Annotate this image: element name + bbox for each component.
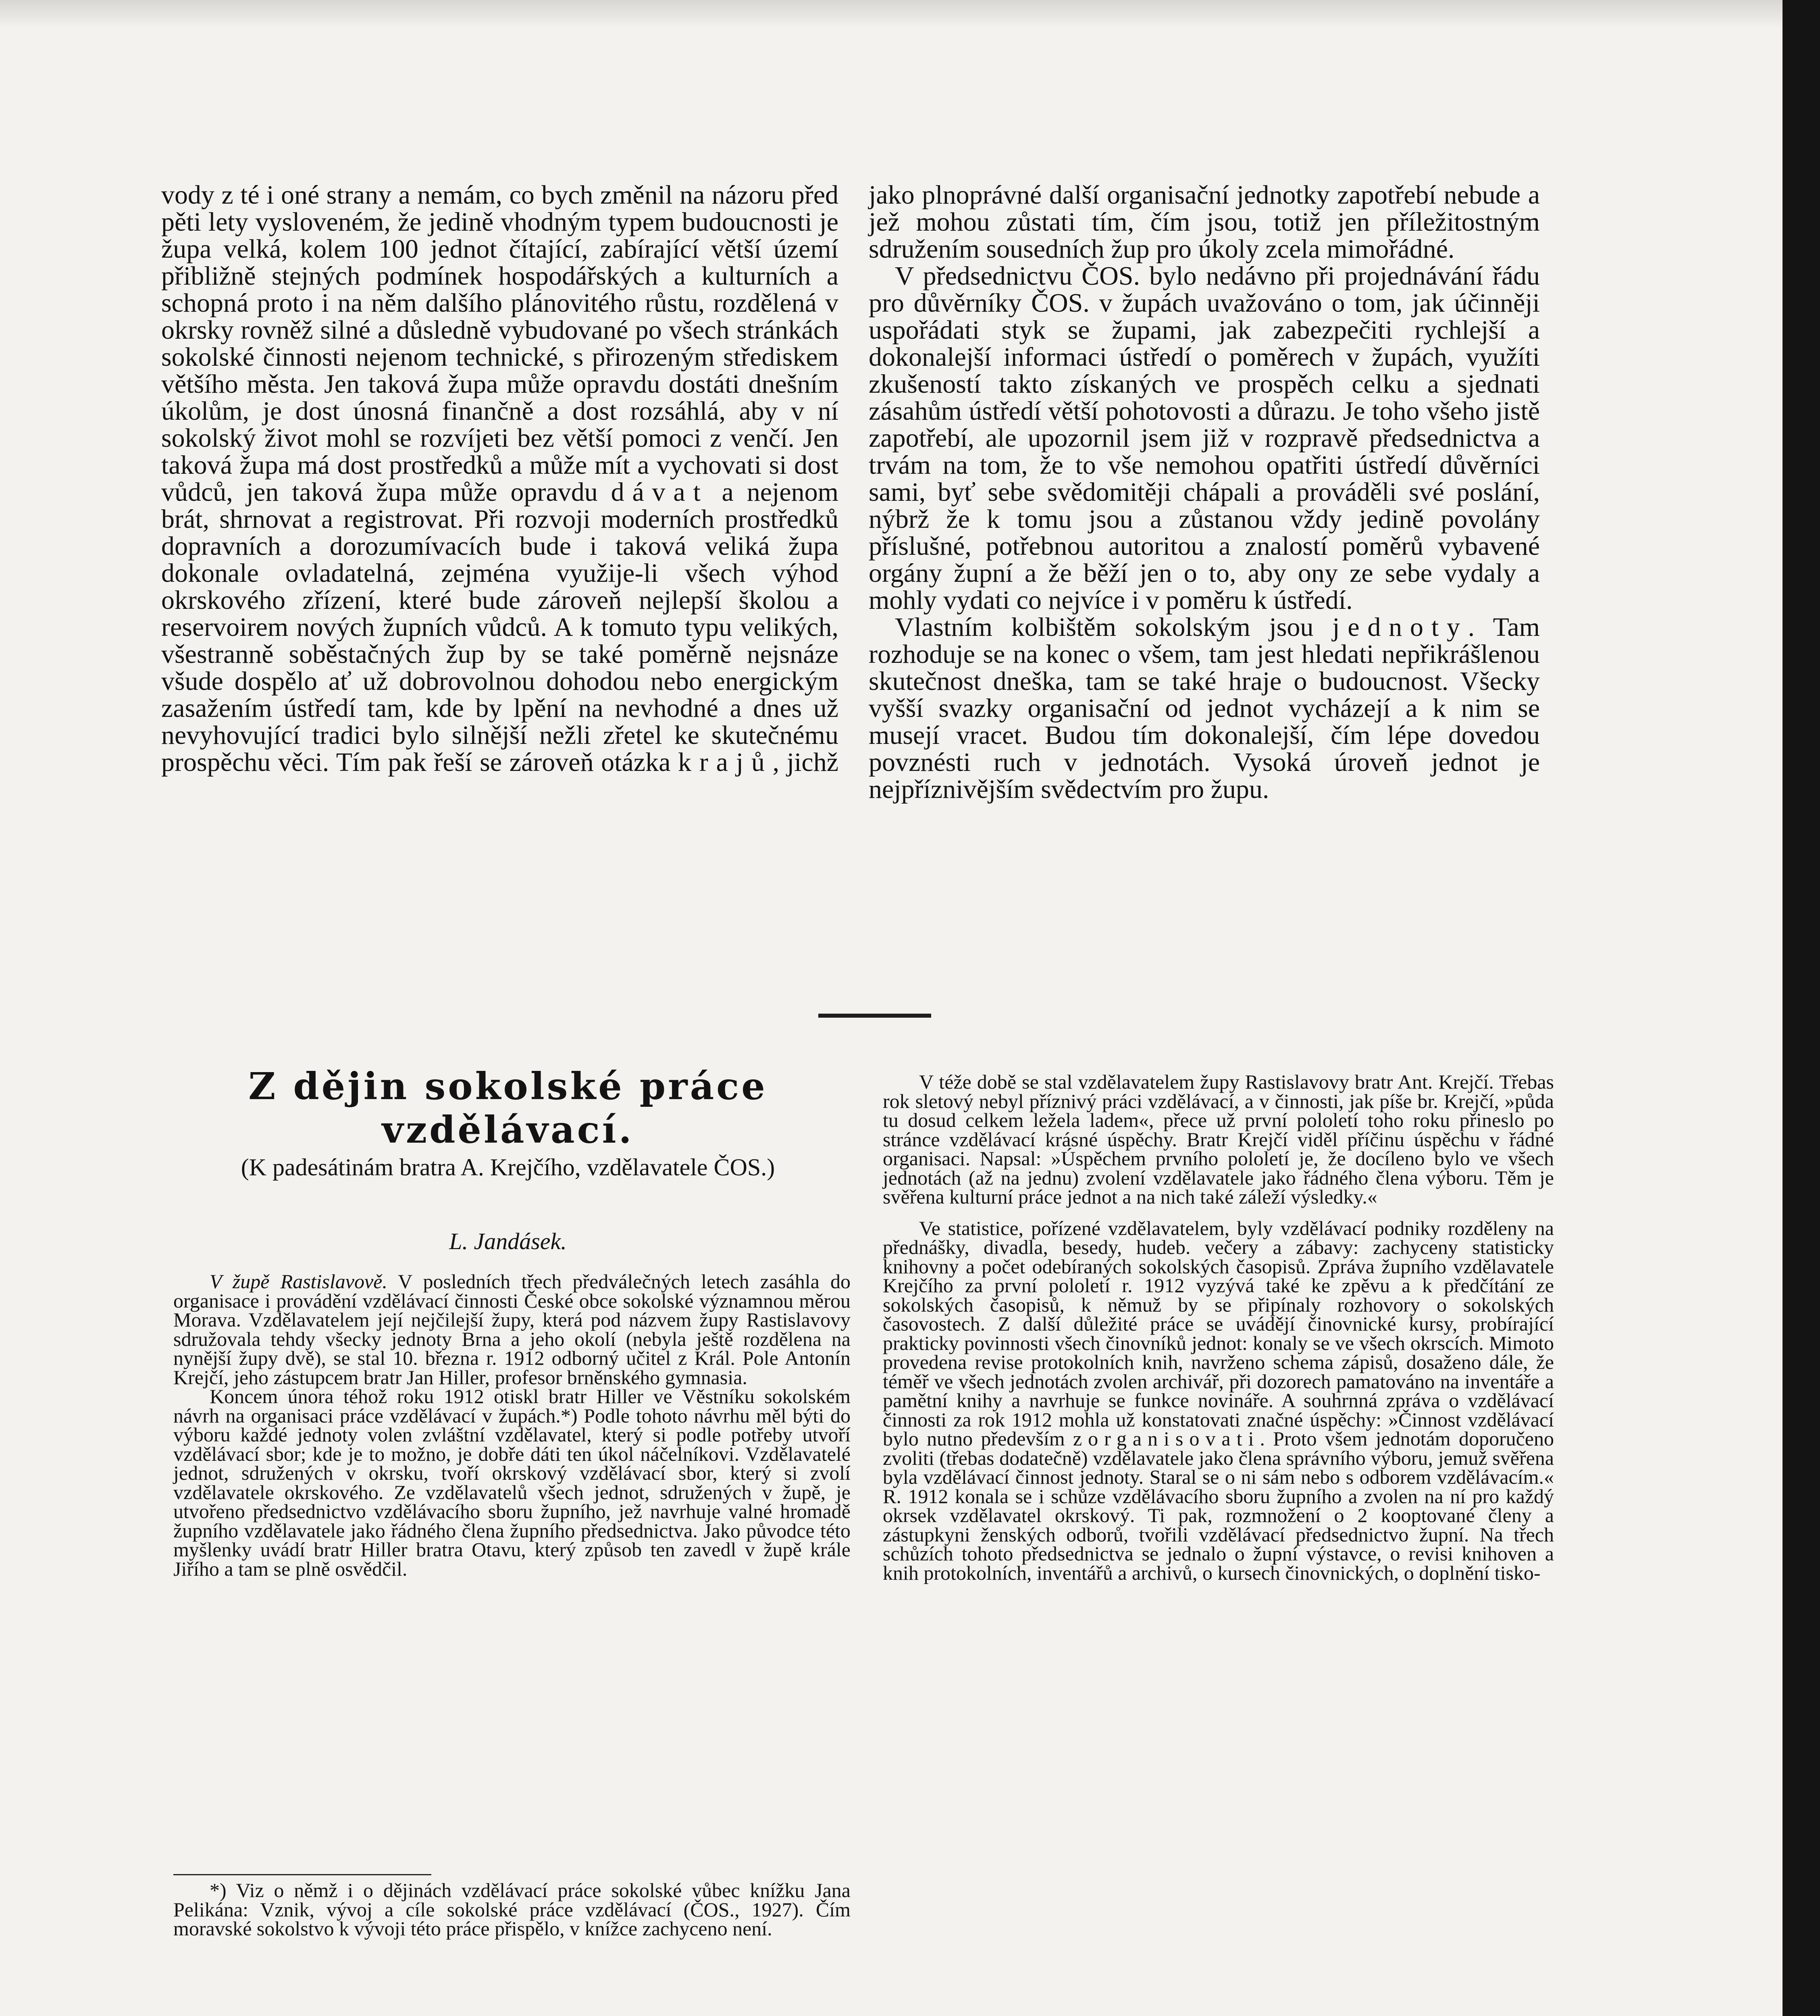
top-right-paragraph-1: jako plnoprávné další organisační jednotky zapotřebí nebude a jež mohou zůstati tím, čím jsou, totiž jen příležitostným sdružením sousedních žup pro úkoly zcela mimořádné. (869, 180, 1540, 264)
section-divider (818, 1014, 931, 1018)
article-paragraph-3: V téže době se stal vzdělavatelem župy Rastislavovy bratr Ant. Krejčí. Třebas rok sletový nebyl příznivý práci vzdělávací, a v činnosti, jak píše br. Krejčí, »půda tu dosud celkem ležela ladem«, přece už první pololetí toho roku přineslo po stránce vzdělávací krásné úspěchy. Bratr Krejčí viděl příčinu úspěchu v řádné organisaci. Napsal: »Úspěchem prvního pololetí je, že docíleno bylo ve všech jednotách (až na jednu) zvolení vzdělavatele jako řádného člena výboru. Těm je svěřena kulturní práce jednot a na nich také záleží výsledky.« (883, 1070, 1554, 1208)
text-run: vody z té i oné strany a nemám, co bych změnil na názoru před pěti lety vysloveném, že jedině vhodným typem budoucnosti je župa velká, kolem 100 jednot čítající, zabírající větší území přibližně stejných podmínek hospodářských a kulturních a schopná proto i na něm dalšího plánovitého růstu, rozdělená v okrsky rovněž silné a důsledně vybudované po všech stránkách sokolské činnosti nejenom technické, s přirozeným střediskem většího města. Jen taková župa může opravdu dostáti dnešním úkolům, je dost únosná finančně a dost rozsáhlá, aby v ní sokolský život mohl se rozvíjeti bez větší pomoci z venčí. Jen taková župa má dost prostředků a může mít a vychovati si dost vůdců, jen taková župa může opravdu (161, 180, 838, 507)
article-title: Z dějin sokolské práce vzdělávací. (248, 1064, 768, 1152)
top-left-paragraph (161, 181, 838, 776)
text-run: Vlastním kolbištěm sokolským jsou (895, 612, 1314, 642)
footnote: *) Viz o němž i o dějinách vzdělávací práce sokolské vůbec knížku Jana Pelikána: Vznik, vývoj a cíle sokolské práce vzdělávací (ČOS., 1927). Čím moravské sokolstvo k vývoji této práce přispělo, v knížce zachyceno není. (173, 1879, 851, 1940)
article-subtitle: (K padesátinám bratra A. Krejčího, vzdělavatele ČOS.) (241, 1154, 775, 1181)
text-run: Ve statistice, pořízené vzdělavatelem, byly vzdělávací podniky rozděleny na přednášky, divadla, besedy, hudeb. večery a zábavy: zachyceny statisticky knihovny a počet odebíraných sokolských časopisů. Zpráva župního vzdělavatele Krejčího za první pololetí r. 1912 vyzývá také ke zpěvu a k předčítání ze sokolských časopisů, k němuž by se připínaly rozhovory o sokolských časovostech. Z další důležité práce se uvádějí činovnické kursy, probírající prakticky povinnosti všech činovníků jednot: konaly se ve všech okrscích. Mimoto provedena revise protokolních knih, navrženo schema zápisů, dosaženo dále, že téměř ve všech jednotách zvolen archivář, při dozorech pamatováno na inventáře a pamětní knihy a navrhuje se funkce novináře. A souhrnná zpráva o vzdělávací činnosti za rok 1912 mohla už konstatovati značné úspěchy: »Činnost vzdělávací bylo nutno především (883, 1216, 1554, 1450)
article-left-column (173, 1272, 851, 1579)
section-lead-italic: V župě Rastislavově. (210, 1270, 387, 1293)
article-author: L. Jandásek. (449, 1228, 567, 1254)
footnote-rule (173, 1874, 431, 1875)
article-paragraph-4 (883, 1216, 1554, 1584)
top-right-paragraph-2: V předsednictvu ČOS. bylo nedávno při projednávání řádu pro důvěrníky ČOS. v župách uvažováno o tom, jak účinněji uspořádati styk se župami, jak zabezpečiti rychlejší a dokonalejší informaci ústředí o poměrech v župách, využíti zkušeností takto získaných ve prospěch celku a sjednati zásahům ústředí větší pohotovosti a důrazu. Je toho všeho jistě zapotřebí, ale upozornil jsem již v rozpravě předsednictva a trvám na tom, že to vše nemohou opatřiti ústředí důvěrníci sami, byť sebe svědomitěji chápali a prováděli své poslání, nýbrž že k tomu jsou a zůstanou vždy jedině povolány příslušné, potřebnou autoritou a znalostí poměrů vybavené orgány župní a že běží jen o to, aby ony ze sebe vydaly a mohly vydati co nejvíce i v poměru k ústředí. (869, 261, 1540, 615)
spaced-emphasis: dávat (611, 477, 709, 507)
spaced-emphasis: jednoty (1332, 612, 1468, 642)
top-right-paragraph-3 (869, 614, 1540, 803)
text-run: . Tam rozhoduje se na konec o všem, tam jest hledati nepřikrášlenou skutečnost dneška, tam se také hraje o budoucnost. Všecky vyšší svazky organisační od jednot vycházejí a k nim se musejí vracet. Budou tím dokonalejší, čím lépe dovedou povznésti ruch v jednotách. Vysoká úroveň jednot je nejpříznivějším svědectvím pro župu. (869, 612, 1540, 804)
article-paragraph-2: Koncem února téhož roku 1912 otiskl bratr Hiller ve Věstníku sokolském návrh na organisaci práce vzdělávací v župách.*) Podle tohoto návrhu měl býti do výboru každé jednoty volen zvláštní vzdělavatel, který si podle potřeby utvoří vzdělávací sbor; kde je to možno, je dobře dáti ten úkol náčelníkovi. Vzdělavatelé jednot, sdružených v okrsku, tvoří okrskový vzdělávací sbor, který si zvolí vzdělavatele okrskového. Ze vzdělavatelů všech jednot, sdružených v župě, je utvořeno předsednictvo vzdělávacího sboru župního, jež navrhuje valné hromadě župního vzdělavatele jako řádného člena župního předsednictva. Jako původce této myšlenky uvádí bratr Hiller bratra Otavu, který způsob ten zavedl v župě krále Jiřího a tam se plně osvědčil. (173, 1385, 851, 1580)
article-right-column (883, 1070, 1554, 1584)
top-right-column (869, 181, 1540, 803)
spaced-emphasis: krajů (678, 748, 773, 777)
scan-top-shadow (0, 0, 1783, 28)
text-run: V posledních třech předválečných letech zasáhla do organisace i provádění vzdělávací činnosti České obce sokolské významnou měrou Morava. Vzdělavatelem její nejčilejší župy, která pod názvem župy Rastislavovy sdružovala tehdy všecky jednoty Brna a jeho okolí (nebyla ještě rozdělena na nynější župy dvě), se stal 10. března r. 1912 odborný učitel z Král. Pole Antonín Krejčí, jeho zástupcem bratr Jan Hiller, profesor brněnského gymnasia. (173, 1270, 851, 1389)
top-left-column (161, 181, 838, 776)
text-run: , jichž (772, 748, 839, 777)
text-run: a nejenom brát, shrnovat a registrovat. Při rozvoji moderních prostředků dopravních a dorozumívacích bude i taková veliká župa dokonale ovladatelná, zejména využije-li všech výhod okrskového zřízení, které bude zároveň nejlepší školou a reservoirem nových župních vůdců. A k tomuto typu velikých, všestranně soběstačných žup by se také poměrně nejsnáze všude dospělo ať už dobrovolnou dohodou nebo energickým zasažením ústředí tam, kde by lpění na nevhodné a dnes už nevyhovující tradici bylo silnější nežli zřetel ke skutečnému prospěchu věci. Tím pak řeší se zároveň otázka (161, 477, 838, 777)
text-run: . Proto všem jednotám doporučeno zvoliti (třebas dodatečně) vzdělavatele jako člena správního výboru, jemuž svěřena byla vzdělávací činnost jednoty. Staral se o ni sám nebo s odborem vzdělávacím.« R. 1912 konala se i schůze vzdělávacího sboru župního a zvolen na ní pro každý okrsek vzdělavatel okrskový. Ti pak, rozmnožení o 2 kooptované členy a zástupkyni ženských odborů, tvořili vzdělávací předsednictvo župní. Na třech schůzích tohoto předsednictva se jednalo o župní výstavce, o revisi knihoven a knih protokolních, inventářů a archivů, o kursech činovnických, o doplnění tisko- (883, 1427, 1554, 1584)
article-paragraph-1 (173, 1272, 851, 1387)
spaced-emphasis: zorganisovati (1073, 1427, 1260, 1450)
